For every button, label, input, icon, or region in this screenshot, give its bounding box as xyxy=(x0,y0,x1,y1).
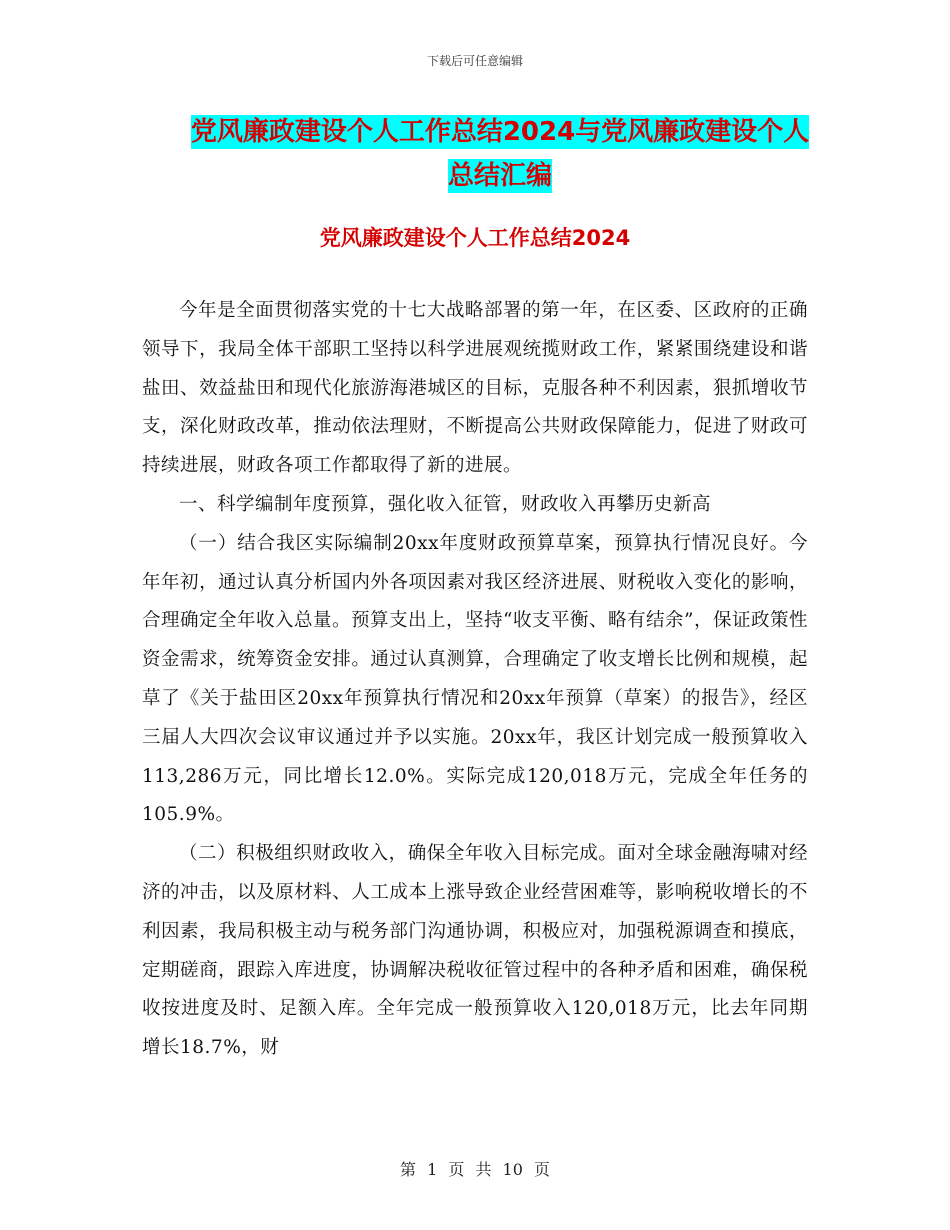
document-title-line-2: 总结汇编 xyxy=(447,161,552,191)
paragraph-heading-1: 一、科学编制年度预算，强化收入征管，财政收入再攀历史新高 xyxy=(179,493,712,515)
document-title xyxy=(175,110,825,198)
document-body xyxy=(142,292,808,1068)
section-title: 党风廉政建设个人工作总结2024 xyxy=(319,226,631,250)
paragraph-intro: 今年是全面贯彻落实党的十七大战略部署的第一年，在区委、区政府的正确领导下，我局全体干部职工坚持以科学进展观统揽财政工作，紧紧围绕建设和谐盐田、效益盐田和现代化旅游海港城区的目标，克服各种不利因素，狠抓增收节支，深化财政改革，推动依法理财，不断提高公共财政保障能力，促进了财政可持续进展，财政各项工作都取得了新的进展。 xyxy=(142,300,808,477)
page-footer: 第 1 页 共 10 页 xyxy=(400,1160,550,1179)
paragraph-revenue: （二）积极组织财政收入，确保全年收入目标完成。面对全球金融海啸对经济的冲击，以及原材料、人工成本上涨导致企业经营困难等，影响税收增长的不利因素，我局积极主动与税务部门沟通协调，积极应对，加强税源调查和摸底，定期磋商，跟踪入库进度，协调解决税收征管过程中的各种矛盾和困难，确保税收按进度及时、足额入库。全年完成一般预算收入120,018万元，比去年同期增长18.7%，财 xyxy=(142,843,808,1059)
document-title-line-1: 党风廉政建设个人工作总结2024与党风廉政建设个人 xyxy=(190,117,810,147)
header-note: 下载后可任意编辑 xyxy=(426,54,523,68)
paragraph-budget: （一）结合我区实际编制20xx年度财政预算草案，预算执行情况良好。今年年初，通过认真分析国内外各项因素对我区经济进展、财税收入变化的影响，合理确定全年收入总量。预算支出上，坚持“收支平衡、略有结余”，保证政策性资金需求，统筹资金安排。通过认真测算，合理确定了收支增长比例和规模，起草了《关于盐田区20xx年预算执行情况和20xx年预算（草案）的报告》，经区三届人大四次会议审议通过并予以实施。20xx年，我区计划完成一般预算收入113,286万元，同比增长12.0%。实际完成120,018万元，完成全年任务的105.9%。 xyxy=(142,532,808,826)
